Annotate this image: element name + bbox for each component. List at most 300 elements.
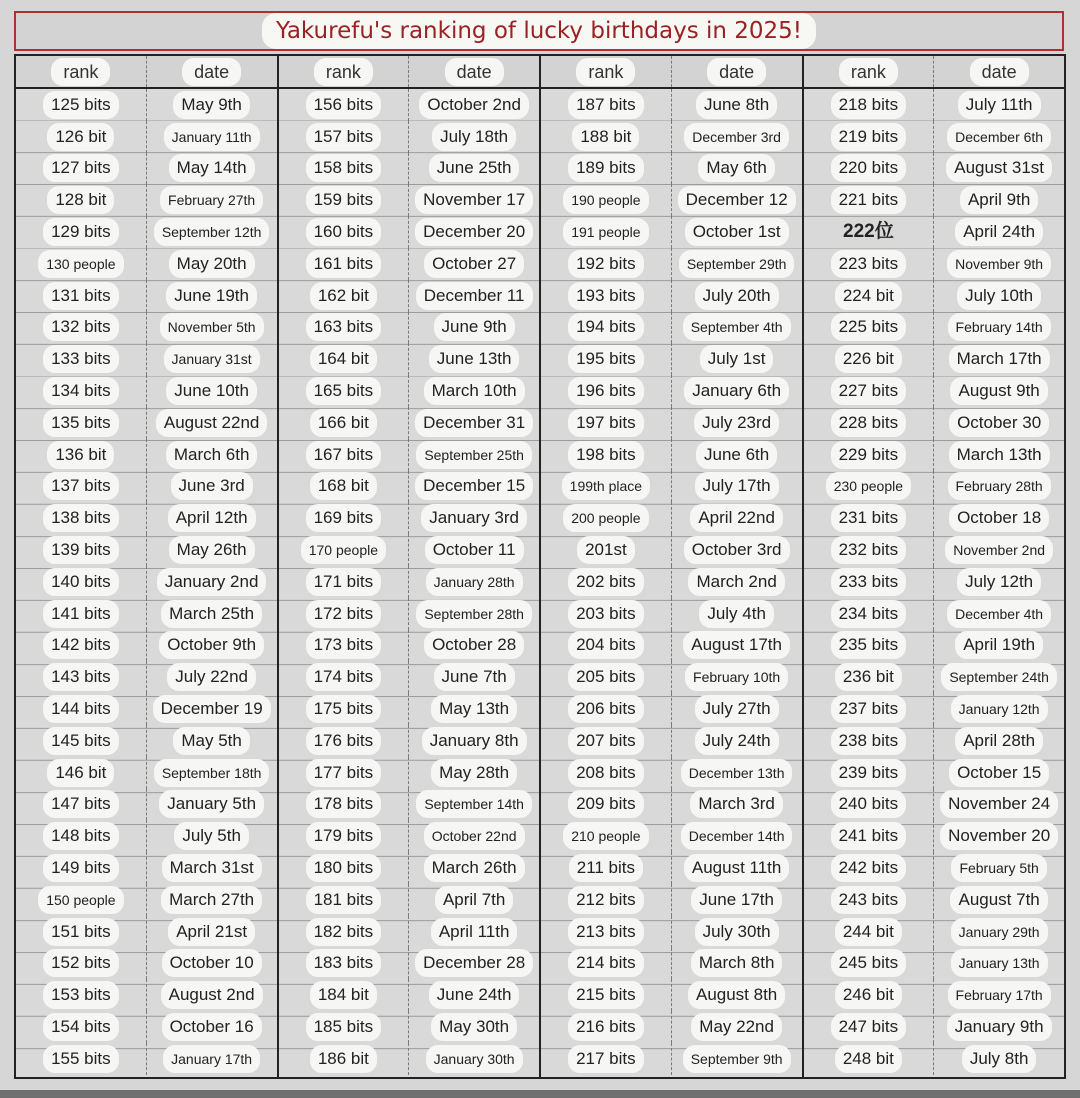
rank-value: 151 bits bbox=[43, 918, 119, 946]
date-value: March 26th bbox=[424, 854, 525, 882]
date-cell bbox=[147, 471, 277, 503]
table-row bbox=[279, 121, 540, 153]
date-value: July 22nd bbox=[167, 663, 256, 691]
date-cell bbox=[409, 280, 539, 312]
date-cell bbox=[934, 343, 1064, 375]
rank-value: 178 bits bbox=[306, 790, 382, 818]
header-row bbox=[804, 56, 1065, 89]
rank-value: 222位 bbox=[843, 221, 894, 243]
rank-cell bbox=[16, 757, 147, 789]
rank-cell bbox=[541, 1043, 672, 1075]
table-row bbox=[541, 375, 802, 407]
date-value: July 5th bbox=[174, 822, 249, 850]
rank-value: 216 bits bbox=[568, 1013, 644, 1041]
rank-value: 153 bits bbox=[43, 981, 119, 1009]
rank-value: 193 bits bbox=[568, 282, 644, 310]
table-row bbox=[279, 1043, 540, 1075]
rank-cell bbox=[279, 312, 410, 344]
date-cell bbox=[147, 375, 277, 407]
date-cell bbox=[409, 693, 539, 725]
rank-value: 162 bit bbox=[310, 282, 377, 310]
date-value: March 8th bbox=[691, 949, 783, 977]
date-cell bbox=[409, 439, 539, 471]
rank-value: 166 bit bbox=[310, 409, 377, 437]
date-header-cell bbox=[147, 56, 277, 87]
rank-cell bbox=[16, 598, 147, 630]
rank-value: 208 bits bbox=[568, 759, 644, 787]
table-row bbox=[16, 248, 277, 280]
date-value: November 9th bbox=[947, 250, 1051, 278]
table-row bbox=[279, 979, 540, 1011]
rank-cell bbox=[804, 375, 935, 407]
date-cell bbox=[934, 1011, 1064, 1043]
table-row bbox=[16, 502, 277, 534]
date-value: January 12th bbox=[951, 695, 1048, 723]
table-row bbox=[541, 121, 802, 153]
table-row bbox=[541, 820, 802, 852]
date-cell bbox=[147, 502, 277, 534]
rank-value: 127 bits bbox=[43, 154, 119, 182]
date-cell bbox=[409, 757, 539, 789]
rank-cell bbox=[804, 280, 935, 312]
rank-cell bbox=[279, 948, 410, 980]
date-value: June 13th bbox=[429, 345, 520, 373]
rank-value: 244 bit bbox=[835, 918, 902, 946]
rank-cell bbox=[804, 343, 935, 375]
date-value: September 4th bbox=[683, 313, 791, 341]
date-value: April 22nd bbox=[690, 504, 783, 532]
table-row bbox=[279, 216, 540, 248]
date-value: October 28 bbox=[424, 631, 524, 659]
date-value: October 16 bbox=[162, 1013, 262, 1041]
rank-value: 165 bits bbox=[306, 377, 382, 405]
table-row bbox=[804, 280, 1065, 312]
date-value: August 9th bbox=[950, 377, 1047, 405]
rank-cell bbox=[279, 184, 410, 216]
rank-value: 128 bit bbox=[47, 186, 114, 214]
column-group-4 bbox=[802, 56, 1067, 1077]
date-cell bbox=[409, 661, 539, 693]
table-row bbox=[541, 153, 802, 185]
date-value: July 20th bbox=[695, 282, 779, 310]
date-value: March 2nd bbox=[688, 568, 784, 596]
rank-cell bbox=[804, 89, 935, 121]
table-row bbox=[804, 375, 1065, 407]
rank-cell bbox=[16, 948, 147, 980]
date-cell bbox=[672, 948, 802, 980]
date-cell bbox=[409, 566, 539, 598]
rank-value: 132 bits bbox=[43, 313, 119, 341]
rank-value: 138 bits bbox=[43, 504, 119, 532]
rank-value: 200 people bbox=[563, 504, 648, 532]
date-cell bbox=[672, 280, 802, 312]
bottom-bar bbox=[0, 1090, 1080, 1098]
date-cell bbox=[147, 725, 277, 757]
date-cell bbox=[409, 534, 539, 566]
date-cell bbox=[934, 184, 1064, 216]
rank-value: 238 bits bbox=[831, 727, 907, 755]
date-value: September 24th bbox=[941, 663, 1057, 691]
table-row bbox=[541, 312, 802, 344]
date-cell bbox=[672, 375, 802, 407]
date-cell bbox=[409, 725, 539, 757]
date-value: August 11th bbox=[684, 854, 789, 882]
rank-value: 207 bits bbox=[568, 727, 644, 755]
rank-cell bbox=[804, 757, 935, 789]
rank-value: 170 people bbox=[301, 536, 386, 564]
rank-cell bbox=[279, 216, 410, 248]
rank-value: 223 bits bbox=[831, 250, 907, 278]
table-row bbox=[541, 661, 802, 693]
date-value: October 30 bbox=[949, 409, 1049, 437]
table-row bbox=[541, 216, 802, 248]
date-cell bbox=[147, 534, 277, 566]
date-cell bbox=[672, 979, 802, 1011]
rank-value: 239 bits bbox=[831, 759, 907, 787]
table-row bbox=[541, 439, 802, 471]
rank-value: 202 bits bbox=[568, 568, 644, 596]
table-row bbox=[279, 661, 540, 693]
rank-cell bbox=[16, 343, 147, 375]
table-row bbox=[16, 661, 277, 693]
rank-value: 144 bits bbox=[43, 695, 119, 723]
date-value: October 18 bbox=[949, 504, 1049, 532]
date-value: February 28th bbox=[948, 472, 1051, 500]
date-cell bbox=[409, 407, 539, 439]
rank-value: 215 bits bbox=[568, 981, 644, 1009]
table-row bbox=[804, 725, 1065, 757]
rank-value: 171 bits bbox=[306, 568, 382, 596]
rank-value: 173 bits bbox=[306, 631, 382, 659]
date-cell bbox=[147, 661, 277, 693]
date-cell bbox=[147, 1043, 277, 1075]
table-row bbox=[16, 216, 277, 248]
rank-value: 142 bits bbox=[43, 631, 119, 659]
date-value: May 22nd bbox=[691, 1013, 782, 1041]
table-row bbox=[16, 884, 277, 916]
date-value: March 17th bbox=[949, 345, 1050, 373]
date-value: February 5th bbox=[951, 854, 1046, 882]
table-row bbox=[541, 1043, 802, 1075]
table-row bbox=[16, 1011, 277, 1043]
date-value: January 13th bbox=[951, 949, 1048, 977]
rank-value: 125 bits bbox=[43, 91, 119, 119]
date-value: December 14th bbox=[681, 822, 793, 850]
date-value: December 12 bbox=[678, 186, 796, 214]
rank-value: 210 people bbox=[563, 822, 648, 850]
rank-value: 185 bits bbox=[306, 1013, 382, 1041]
date-cell bbox=[672, 820, 802, 852]
rank-value: 184 bit bbox=[310, 981, 377, 1009]
date-value: April 24th bbox=[955, 218, 1043, 246]
rank-cell bbox=[804, 948, 935, 980]
date-cell bbox=[409, 820, 539, 852]
rank-value: 226 bit bbox=[835, 345, 902, 373]
rank-value: 219 bits bbox=[831, 123, 907, 151]
rank-cell bbox=[804, 312, 935, 344]
rank-value: 229 bits bbox=[831, 441, 907, 469]
rank-header: rank bbox=[839, 58, 898, 86]
date-cell bbox=[409, 1043, 539, 1075]
date-value: April 19th bbox=[955, 631, 1043, 659]
date-cell bbox=[409, 502, 539, 534]
rank-cell bbox=[279, 1011, 410, 1043]
rank-value: 188 bit bbox=[572, 123, 639, 151]
rank-cell bbox=[279, 852, 410, 884]
date-value: January 5th bbox=[159, 790, 264, 818]
date-cell bbox=[934, 439, 1064, 471]
rank-value: 135 bits bbox=[43, 409, 119, 437]
date-value: January 31st bbox=[164, 345, 260, 373]
rank-cell bbox=[804, 789, 935, 821]
rank-cell bbox=[804, 471, 935, 503]
table-row bbox=[804, 916, 1065, 948]
rank-cell bbox=[279, 502, 410, 534]
rank-value: 201st bbox=[577, 536, 635, 564]
date-value: October 2nd bbox=[419, 91, 529, 119]
rank-value: 146 bit bbox=[47, 759, 114, 787]
date-cell bbox=[672, 248, 802, 280]
date-cell bbox=[934, 757, 1064, 789]
date-cell bbox=[672, 661, 802, 693]
rank-cell bbox=[541, 280, 672, 312]
rank-value: 159 bits bbox=[306, 186, 382, 214]
table-row bbox=[804, 343, 1065, 375]
date-value: November 5th bbox=[160, 313, 264, 341]
rank-cell bbox=[804, 534, 935, 566]
date-cell bbox=[147, 312, 277, 344]
rank-value: 160 bits bbox=[306, 218, 382, 246]
page-title: Yakurefu's ranking of lucky birthdays in 2025! bbox=[262, 13, 816, 49]
rank-cell bbox=[541, 979, 672, 1011]
rank-value: 167 bits bbox=[306, 441, 382, 469]
table-row bbox=[804, 979, 1065, 1011]
rank-cell bbox=[16, 89, 147, 121]
rank-value: 189 bits bbox=[568, 154, 644, 182]
date-value: June 25th bbox=[429, 154, 520, 182]
rank-cell bbox=[279, 757, 410, 789]
table-row bbox=[279, 566, 540, 598]
table-row bbox=[16, 948, 277, 980]
rank-cell bbox=[279, 407, 410, 439]
table-row bbox=[279, 343, 540, 375]
date-value: May 28th bbox=[431, 759, 517, 787]
date-value: August 22nd bbox=[156, 409, 267, 437]
date-cell bbox=[934, 121, 1064, 153]
date-value: August 7th bbox=[950, 886, 1047, 914]
date-value: April 11th bbox=[431, 918, 518, 946]
rank-cell bbox=[804, 598, 935, 630]
date-value: June 9th bbox=[434, 313, 515, 341]
rank-cell bbox=[279, 789, 410, 821]
rank-cell bbox=[804, 884, 935, 916]
date-value: March 10th bbox=[424, 377, 525, 405]
date-cell bbox=[934, 216, 1064, 248]
date-value: October 27 bbox=[424, 250, 524, 278]
rank-value: 198 bits bbox=[568, 441, 644, 469]
rank-cell bbox=[804, 184, 935, 216]
date-value: July 11th bbox=[958, 91, 1041, 119]
rank-cell bbox=[279, 1043, 410, 1075]
table-row bbox=[541, 852, 802, 884]
date-cell bbox=[147, 1011, 277, 1043]
rank-value: 158 bits bbox=[306, 154, 382, 182]
date-value: January 17th bbox=[163, 1045, 260, 1073]
rank-cell bbox=[541, 502, 672, 534]
rank-value: 194 bits bbox=[568, 313, 644, 341]
table-row bbox=[279, 916, 540, 948]
date-cell bbox=[147, 216, 277, 248]
table-row bbox=[16, 789, 277, 821]
rank-value: 156 bits bbox=[306, 91, 382, 119]
rank-cell bbox=[279, 375, 410, 407]
date-cell bbox=[147, 248, 277, 280]
table-row bbox=[541, 757, 802, 789]
date-value: June 8th bbox=[696, 91, 777, 119]
date-value: October 9th bbox=[159, 631, 264, 659]
column-group-3 bbox=[539, 56, 802, 1077]
date-value: January 9th bbox=[947, 1013, 1052, 1041]
rank-cell bbox=[16, 661, 147, 693]
date-value: July 27th bbox=[695, 695, 779, 723]
rank-value: 163 bits bbox=[306, 313, 382, 341]
date-value: July 12th bbox=[957, 568, 1041, 596]
table-row bbox=[16, 534, 277, 566]
rank-cell bbox=[279, 693, 410, 725]
table-row bbox=[16, 375, 277, 407]
rank-value: 157 bits bbox=[306, 123, 382, 151]
date-cell bbox=[934, 948, 1064, 980]
date-cell bbox=[409, 916, 539, 948]
date-cell bbox=[409, 153, 539, 185]
table-row bbox=[279, 884, 540, 916]
rank-value: 181 bits bbox=[306, 886, 382, 914]
table-row bbox=[804, 598, 1065, 630]
rank-cell bbox=[279, 820, 410, 852]
rank-header-cell bbox=[16, 56, 147, 87]
table-row bbox=[804, 1011, 1065, 1043]
rank-cell bbox=[16, 693, 147, 725]
date-cell bbox=[934, 502, 1064, 534]
ranking-table bbox=[14, 54, 1066, 1079]
date-value: March 25th bbox=[161, 600, 262, 628]
date-cell bbox=[934, 312, 1064, 344]
date-value: June 7th bbox=[434, 663, 515, 691]
rank-cell bbox=[541, 916, 672, 948]
date-cell bbox=[409, 343, 539, 375]
table-row bbox=[16, 312, 277, 344]
date-cell bbox=[934, 153, 1064, 185]
date-value: June 17th bbox=[691, 886, 782, 914]
date-cell bbox=[409, 375, 539, 407]
date-value: March 13th bbox=[949, 441, 1050, 469]
date-header: date bbox=[182, 58, 241, 86]
rank-value: 233 bits bbox=[831, 568, 907, 596]
rank-cell bbox=[279, 661, 410, 693]
table-row bbox=[804, 948, 1065, 980]
date-cell bbox=[409, 121, 539, 153]
table-row bbox=[279, 789, 540, 821]
date-value: May 30th bbox=[431, 1013, 517, 1041]
table-row bbox=[279, 534, 540, 566]
rank-cell bbox=[804, 566, 935, 598]
rank-value: 148 bits bbox=[43, 822, 119, 850]
rank-value: 182 bits bbox=[306, 918, 382, 946]
date-cell bbox=[147, 439, 277, 471]
date-cell bbox=[672, 216, 802, 248]
date-cell bbox=[672, 916, 802, 948]
rank-cell bbox=[804, 502, 935, 534]
rank-value: 187 bits bbox=[568, 91, 644, 119]
table-row bbox=[16, 725, 277, 757]
table-row bbox=[279, 1011, 540, 1043]
rank-value: 196 bits bbox=[568, 377, 644, 405]
date-value: October 10 bbox=[162, 949, 262, 977]
rank-cell bbox=[16, 153, 147, 185]
rank-cell bbox=[16, 852, 147, 884]
rank-value: 161 bits bbox=[306, 250, 382, 278]
date-value: August 8th bbox=[688, 981, 785, 1009]
rank-value: 168 bit bbox=[310, 472, 377, 500]
date-value: May 20th bbox=[169, 250, 255, 278]
date-cell bbox=[409, 979, 539, 1011]
table-row bbox=[541, 630, 802, 662]
date-value: September 18th bbox=[154, 759, 270, 787]
rank-cell bbox=[541, 598, 672, 630]
date-value: December 19 bbox=[153, 695, 271, 723]
table-row bbox=[16, 153, 277, 185]
date-value: December 6th bbox=[947, 123, 1051, 151]
table-row bbox=[279, 439, 540, 471]
date-cell bbox=[409, 1011, 539, 1043]
rank-value: 192 bits bbox=[568, 250, 644, 278]
date-cell bbox=[672, 725, 802, 757]
rank-cell bbox=[804, 1043, 935, 1075]
table-row bbox=[16, 439, 277, 471]
rank-cell bbox=[541, 566, 672, 598]
table-row bbox=[279, 852, 540, 884]
rank-header: rank bbox=[314, 58, 373, 86]
table-row bbox=[804, 884, 1065, 916]
table-row bbox=[804, 1043, 1065, 1075]
rank-cell bbox=[804, 216, 935, 248]
date-cell bbox=[147, 693, 277, 725]
date-cell bbox=[409, 216, 539, 248]
title-bar bbox=[14, 11, 1064, 51]
table-row bbox=[16, 89, 277, 121]
rank-cell bbox=[279, 89, 410, 121]
date-value: September 28th bbox=[416, 600, 532, 628]
date-value: December 3rd bbox=[684, 123, 789, 151]
date-cell bbox=[672, 471, 802, 503]
rank-value: 241 bits bbox=[831, 822, 907, 850]
rank-header-cell bbox=[279, 56, 410, 87]
rank-cell bbox=[804, 693, 935, 725]
table-row bbox=[16, 280, 277, 312]
rank-cell bbox=[16, 121, 147, 153]
header-row bbox=[279, 56, 540, 89]
date-cell bbox=[409, 630, 539, 662]
table-row bbox=[279, 407, 540, 439]
date-value: September 29th bbox=[679, 250, 795, 278]
table-row bbox=[16, 757, 277, 789]
rank-value: 211 bits bbox=[569, 854, 643, 882]
date-cell bbox=[409, 598, 539, 630]
date-cell bbox=[147, 280, 277, 312]
rank-cell bbox=[16, 439, 147, 471]
rank-value: 225 bits bbox=[831, 313, 907, 341]
date-cell bbox=[409, 184, 539, 216]
